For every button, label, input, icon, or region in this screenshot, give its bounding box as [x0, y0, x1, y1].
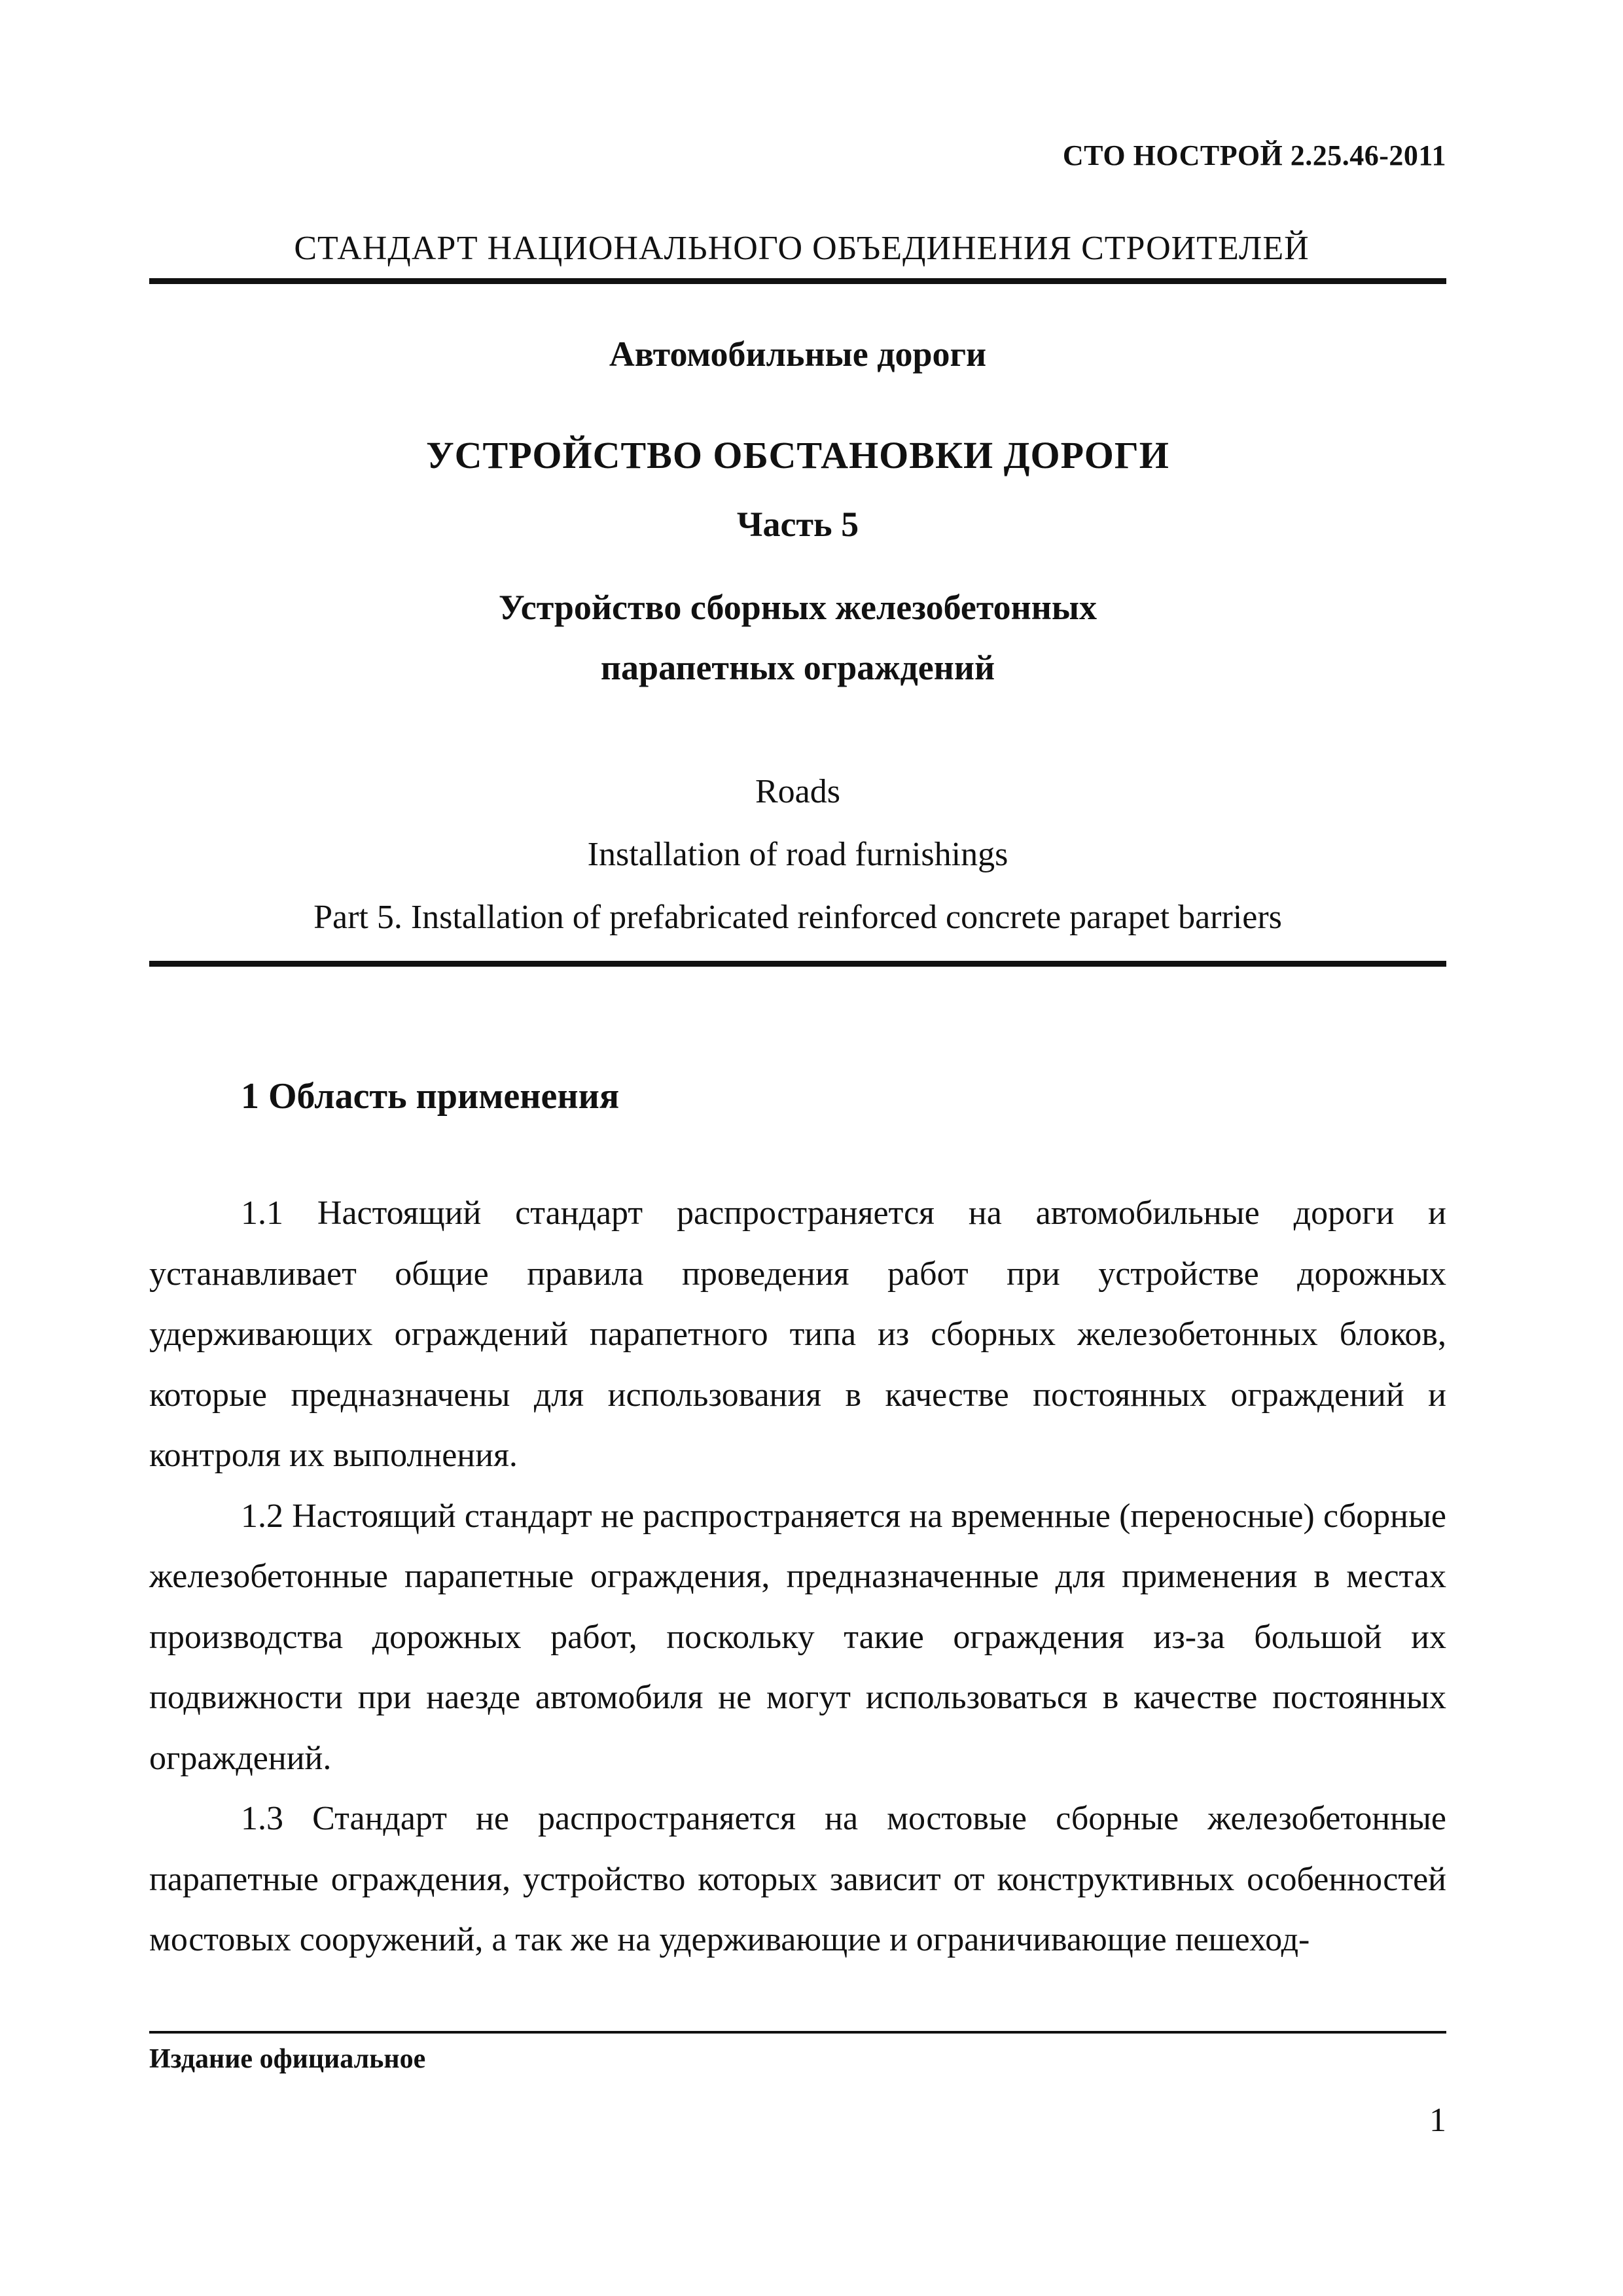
organization-heading: СТАНДАРТ НАЦИОНАЛЬНОГО ОБЪЕДИНЕНИЯ СТРОИТЕЛЕЙ: [294, 230, 1310, 267]
subtitle-line-1: Устройство сборных железобетонных: [498, 588, 1097, 627]
subtitle: [149, 577, 1446, 698]
section-title: 1 Область применения: [241, 1076, 620, 1117]
edition-label: Издание официальное: [149, 2044, 426, 2074]
paragraph-1-3: 1.3 Стандарт не распространяется на мостовые сборные железобетонные парапетные ограждения, устройство которых зависит от конструктивных особенностей мостовых сооружений, а так же на удерживающие и ограничивающие пешеход-: [149, 1800, 1446, 1958]
title-divider: [149, 961, 1446, 967]
subtitle-line-2: парапетных ограждений: [600, 648, 995, 687]
english-title-line-3: Part 5. Installation of prefabricated reinforced concrete parapet barriers: [313, 899, 1282, 936]
english-title-line-1: Roads: [755, 773, 840, 810]
paragraph-1-2: 1.2 Настоящий стандарт не распространяется на временные (переносные) сборные железобетонные парапетные ограждения, предназначенные для применения в местах производства дорожных работ, поскольку такие ограждения из-за большой их подвижности при наезде автомобиля не могут использоваться в качестве постоянных ограждений.: [149, 1497, 1446, 1777]
footer-divider: [149, 2031, 1446, 2034]
subject-heading: Автомобильные дороги: [609, 334, 987, 374]
section-body: [149, 1183, 1446, 1971]
english-title-line-2: Installation of road furnishings: [587, 836, 1008, 873]
main-title: УСТРОЙСТВО ОБСТАНОВКИ ДОРОГИ: [426, 434, 1169, 476]
document-code: СТО НОСТРОЙ 2.25.46-2011: [1062, 139, 1446, 171]
page-number: 1: [1429, 2102, 1446, 2139]
part-label: Часть 5: [736, 505, 859, 544]
paragraph-1-1: 1.1 Настоящий стандарт распространяется на автомобильные дороги и устанавливает общие правила проведения работ при устройстве дорожных удерживающих ограждений парапетного типа из сборных железобетонных блоков, которые предназначены для использования в качестве постоянных ограждений и контроля их выполнения.: [149, 1194, 1446, 1474]
top-divider: [149, 278, 1446, 284]
